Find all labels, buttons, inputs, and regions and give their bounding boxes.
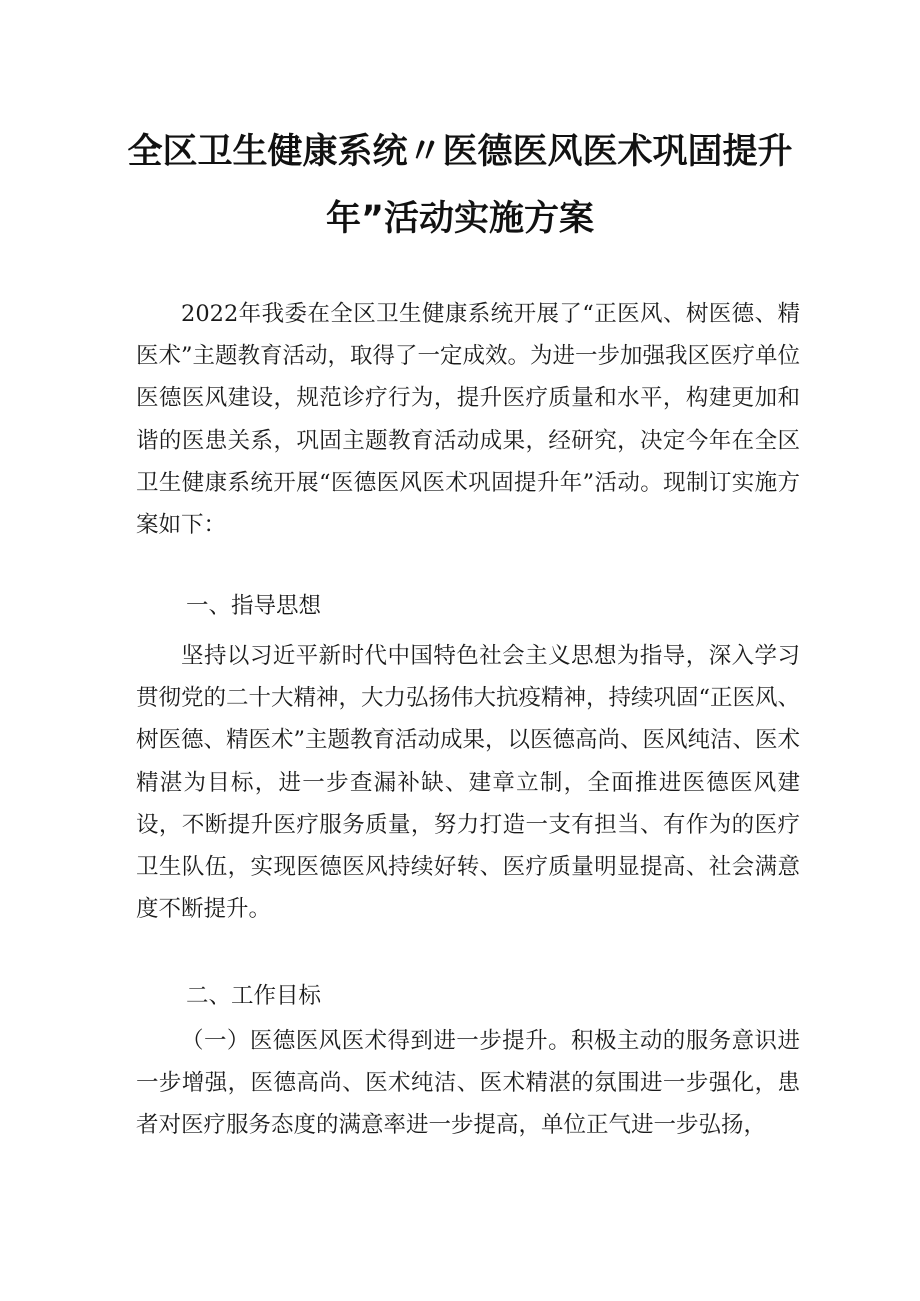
document-title-line-1: 全区卫生健康系统〃医德医风医术巩固提升 [127,132,793,172]
section-heading-guiding-ideology: 一、指导思想 [186,593,322,619]
work-goal-item-1: （一）医德医风医术得到进一步提升。积极主动的服务意识进一步增强，医德高尚、医术纯洁、医术精湛的氛围进一步强化，患者对医疗服务态度的满意率进一步提高，单位正气进一步弘扬， [136,1028,800,1139]
intro-paragraph: 2022年我委在全区卫生健康系统开展了“正医风、树医德、精医术”主题教育活动，取得了一定成效。为进一步加强我区医疗单位医德医风建设，规范诊疗行为，提升医疗质量和水平，构建更加和谐的医患关系，巩固主题教育活动成果，经研究，决定今年在全区卫生健康系统开展“医德医风医术巩固提升年”活动。现制订实施方案如下： [136,301,801,539]
guiding-ideology-paragraph: 坚持以习近平新时代中国特色社会主义思想为指导，深入学习贯彻党的二十大精神，大力弘扬伟大抗疫精神，持续巩固“正医风、树医德、精医术”主题教育活动成果，以医德高尚、医风纯洁、医术精湛为目标，进一步查漏补缺、建章立制，全面推进医德医风建设，不断提升医疗服务质量，努力打造一支有担当、有作为的医疗卫生队伍，实现医德医风持续好转、医疗质量明显提高、社会满意度不断提升。 [136,643,801,923]
section-heading-work-goals: 二、工作目标 [186,983,322,1009]
document-title-line-2: 年”活动实施方案 [325,199,594,239]
